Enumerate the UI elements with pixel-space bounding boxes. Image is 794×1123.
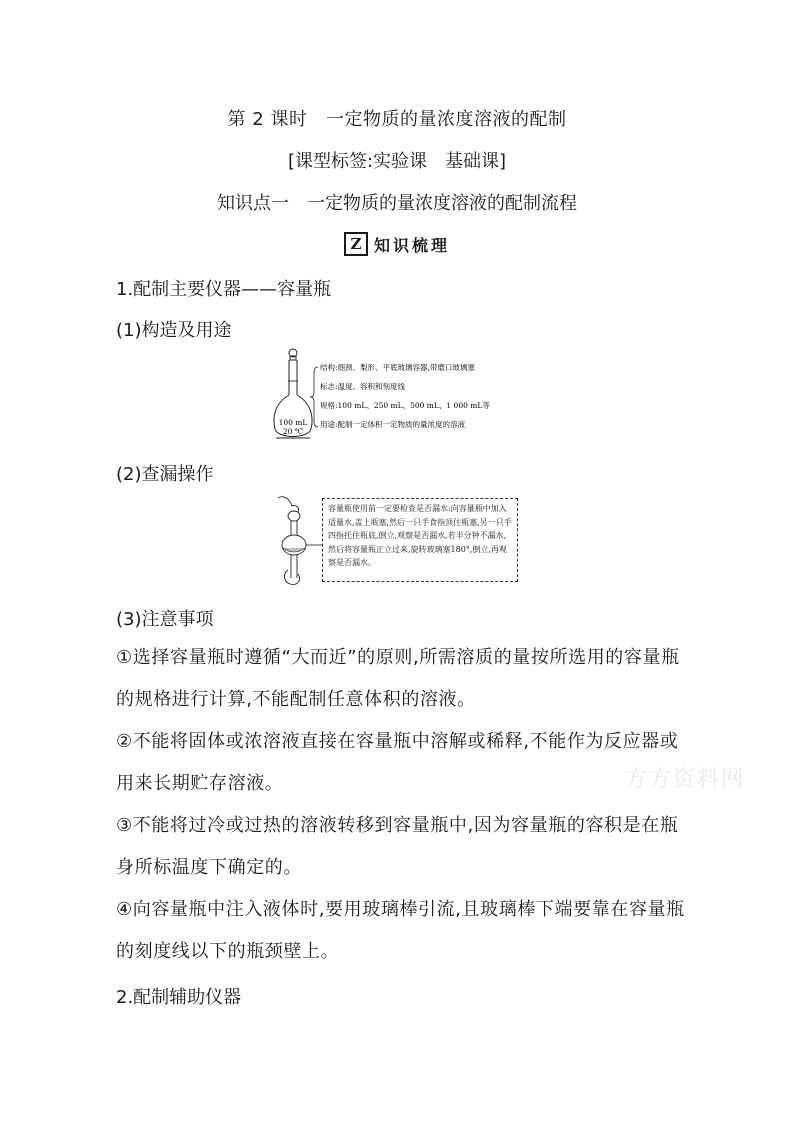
flask-specs: 规格:100 mL、250 mL、500 mL、1 000 mL等: [320, 401, 490, 410]
flask-usage: 用途:配制一定体积一定物质的量浓度的溶液: [320, 420, 466, 429]
section-1-2-heading: (2)查漏操作: [116, 464, 214, 485]
flask-temp-label: 20 ℃: [282, 427, 304, 436]
leak-check-hands-figure: [270, 490, 330, 590]
note-3: ③不能将过冷或过热的溶液转移到容量瓶中,因为容量瓶的容积是在瓶身所标温度下确定的。: [116, 815, 679, 878]
badge-label: 知识梳理: [373, 235, 450, 255]
section-badge: [0, 232, 794, 256]
z-badge-icon: Z: [344, 232, 368, 256]
leak-check-description: 容量瓶使用前一定要检查是否漏水:向容量瓶中加入适量水,盖上瓶塞,然后一只手食指顶住瓶塞,另一只手四指托住瓶底,倒立,观察是否漏水,若半分钟不漏水,然后将容量瓶正立过来,旋转玻璃塞180°,倒立,再观察是否漏水。: [322, 498, 518, 582]
note-4: ④向容量瓶中注入液体时,要用玻璃棒引流,且玻璃棒下端要靠在容量瓶的刻度线以下的瓶颈壁上。: [116, 899, 685, 962]
section-1-3-heading: (3)注意事项: [116, 609, 214, 630]
flask-structure: 结构:细颈、梨形、平底玻璃容器,带磨口玻璃塞: [320, 363, 475, 372]
flask-volume-label: 100 mL: [278, 418, 308, 427]
section-2-heading: 2.配制辅助仪器: [116, 987, 242, 1008]
section-1-heading: 1.配制主要仪器——容量瓶: [116, 279, 332, 300]
flask-marks: 标志:温度、容积和刻度线: [320, 382, 406, 391]
watermark: 方方资料网: [625, 767, 746, 792]
section-1-1-heading: (1)构造及用途: [116, 320, 232, 341]
note-2: ②不能将固体或浓溶液直接在容量瓶中溶解或稀释,不能作为反应器或用来长期贮存溶液。: [116, 731, 679, 794]
note-1: ①选择容量瓶时遵循“大而近”的原则,所需溶质的量按所选用的容量瓶的规格进行计算,不能配制任意体积的溶液。: [116, 647, 680, 710]
page-title: 第 2 课时 一定物质的量浓度溶液的配制: [227, 109, 567, 130]
lesson-tag: [课型标签:实验课 基础课]: [287, 151, 507, 172]
knowledge-point-heading: 知识点一 一定物质的量浓度溶液的配制流程: [217, 193, 577, 214]
volumetric-flask-figure: [270, 345, 530, 445]
